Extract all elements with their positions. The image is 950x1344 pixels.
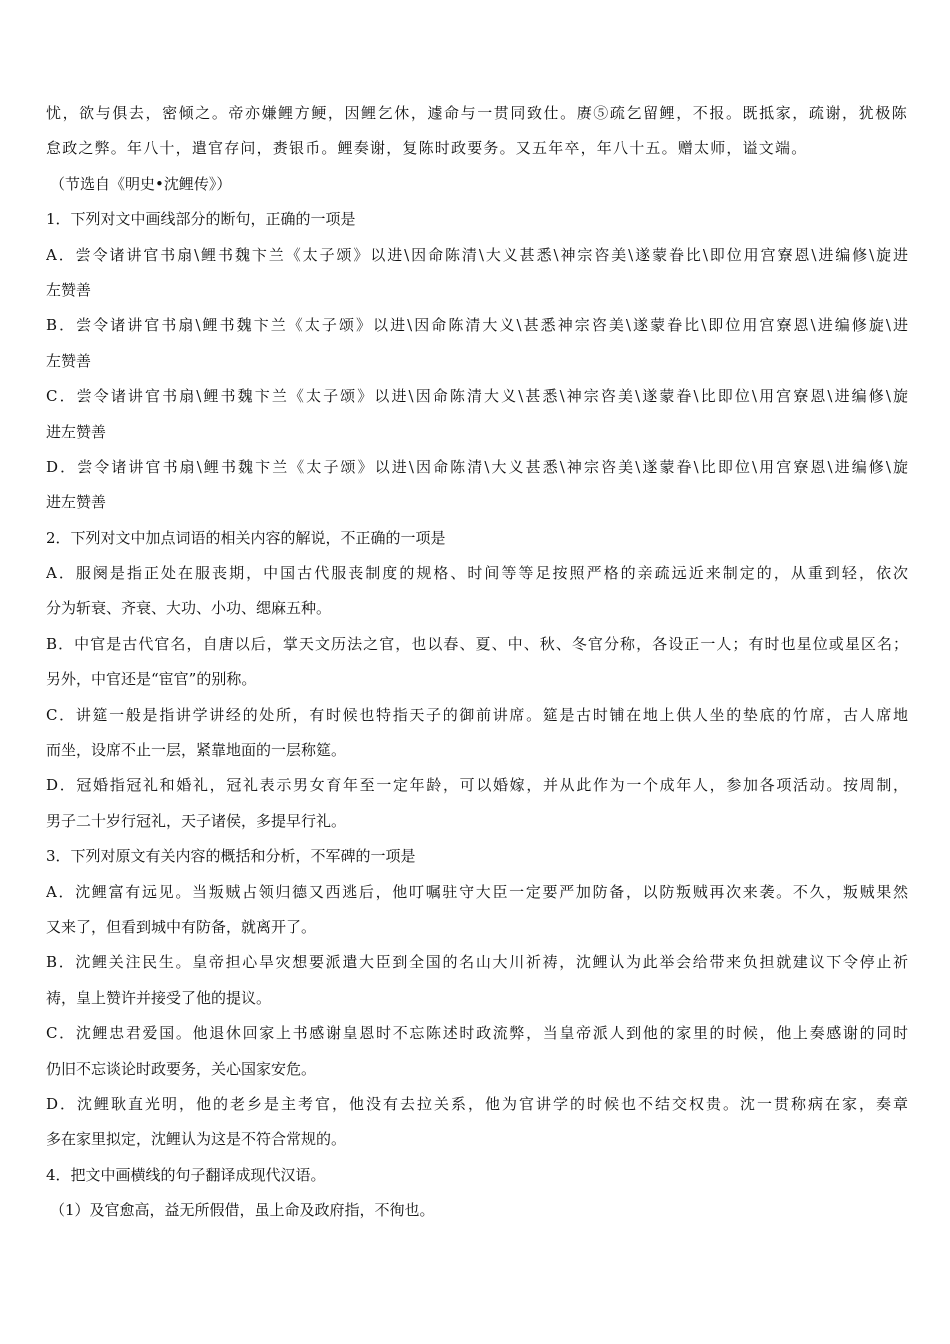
question-1 bbox=[46, 202, 908, 521]
passage-line: 忧，欲与俱去，密倾之。帝亦嫌鲤方鲠，因鲤乞休，遽命与一贯同致仕。赓⑤疏乞留鲤，不报。既抵家，疏谢，犹极陈 bbox=[46, 104, 908, 122]
passage-line: 怠政之弊。年八十，遣官存问，赉银币。鲤奏谢，复陈时政要务。又五年卒，年八十五。赠太师，谥文端。 bbox=[46, 139, 808, 158]
option-a-cont: 左赞善 bbox=[46, 280, 92, 299]
question-4 bbox=[46, 1158, 908, 1229]
option-c-cont: 进左赞善 bbox=[46, 422, 107, 441]
option-b: B．沈鲤关注民生。皇帝担心旱灾想要派遣大臣到全国的名山大川祈祷，沈鲤认为此举会给带来负担就建议下令停止祈 bbox=[46, 953, 908, 972]
option-b-cont: 左赞善 bbox=[46, 351, 92, 370]
option-b: B．尝令诸讲官书扇\鲤书魏卞兰《太子颂》以进\因命陈清大义\甚悉神宗咨美\遂蒙眷比\即位用宫寮恩\进编修旋\进 bbox=[46, 316, 908, 335]
question-stem: 3．下列对原文有关内容的概括和分析，不军碑的一项是 bbox=[46, 847, 416, 866]
option-c: C．讲筵一般是指讲学讲经的处所，有时候也特指天子的御前讲席。筵是古时铺在地上供人坐的垫底的竹席，古人席地 bbox=[46, 705, 908, 724]
option-c-cont: 而坐，设席不止一层，紧靠地面的一层称筵。 bbox=[46, 741, 347, 760]
option-a: A．尝令诸讲官书扇\鲤书魏卞兰《太子颂》以进\因命陈清\大义甚悉\神宗咨美\遂蒙眷比\即位用宫寮恩\进编修\旋进 bbox=[46, 245, 908, 264]
question-2 bbox=[46, 521, 908, 840]
option-a-cont: 分为斩衰、齐衰、大功、小功、缌麻五种。 bbox=[46, 599, 332, 618]
option-a: A．服阕是指正处在服丧期，中国古代服丧制度的规格、时间等等足按照严格的亲疏远近来制定的，从重到轻，依次 bbox=[46, 564, 908, 583]
option-d-cont: 男子二十岁行冠礼，天子诸侯，多提早行礼。 bbox=[46, 811, 347, 830]
option-c: C．尝令诸讲官书扇\鲤书魏卞兰《太子颂》以进\因命陈清大义\甚悉\神宗咨美\遂蒙眷\比即位\用宫寮恩\进编修\旋 bbox=[46, 387, 908, 406]
option-b: B．中官是古代官名，自唐以后，掌天文历法之官，也以春、夏、中、秋、冬官分称，各设正一人；有时也星位或星区名； bbox=[46, 634, 908, 653]
option-d-cont: 多在家里拟定，沈鲤认为这是不符合常规的。 bbox=[46, 1130, 347, 1149]
question-stem: 4．把文中画横线的句子翻译成现代汉语。 bbox=[46, 1165, 326, 1184]
option-a-cont: 又来了，但看到城中有防备，就离开了。 bbox=[46, 917, 317, 936]
question-stem: 2．下列对文中加点词语的相关内容的解说，不正确的一项是 bbox=[46, 528, 446, 547]
document-page bbox=[46, 96, 908, 1229]
passage-tail bbox=[46, 96, 908, 167]
option-d-cont: 进左赞善 bbox=[46, 493, 107, 512]
option-d: D．沈鲤耿直光明，他的老乡是主考官，他没有去拉关系，他为官讲学的时候也不结交权贵。沈一贯称病在家，奏章 bbox=[46, 1094, 908, 1113]
option-b-cont: 另外，中官还是“宦官”的别称。 bbox=[46, 670, 257, 689]
sub-question-1: （1）及官愈高，益无所假借，虽上命及政府指，不徇也。 bbox=[50, 1201, 435, 1220]
option-d: D．冠婚指冠礼和婚礼，冠礼表示男女育年至一定年龄，可以婚嫁，并从此作为一个成年人，参加各项活动。按周制， bbox=[46, 776, 908, 795]
option-c: C．沈鲤忠君爱国。他退休回家上书感谢皇恩时不忘陈述时政流弊，当皇帝派人到他的家里的时候，他上奏感谢的同时 bbox=[46, 1024, 908, 1043]
question-stem: 1．下列对文中画线部分的断句，正确的一项是 bbox=[46, 210, 356, 229]
option-b-cont: 祷，皇上赞许并接受了他的提议。 bbox=[46, 988, 272, 1007]
question-3 bbox=[46, 839, 908, 1158]
option-a: A．沈鲤富有远见。当叛贼占领归德又西逃后，他叮嘱驻守大臣一定要严加防备，以防叛贼再次来袭。不久，叛贼果然 bbox=[46, 882, 908, 901]
option-d: D．尝令诸讲官书扇\鲤书魏卞兰《太子颂》以进\因命陈清\大义甚悉\神宗咨美\遂蒙眷\比即位\用宫寮恩\进编修\旋 bbox=[46, 457, 908, 476]
source-citation: （节选自《明史•沈鲤传》） bbox=[50, 174, 232, 193]
option-c-cont: 仍旧不忘谈论时政要务，关心国家安危。 bbox=[46, 1059, 317, 1078]
